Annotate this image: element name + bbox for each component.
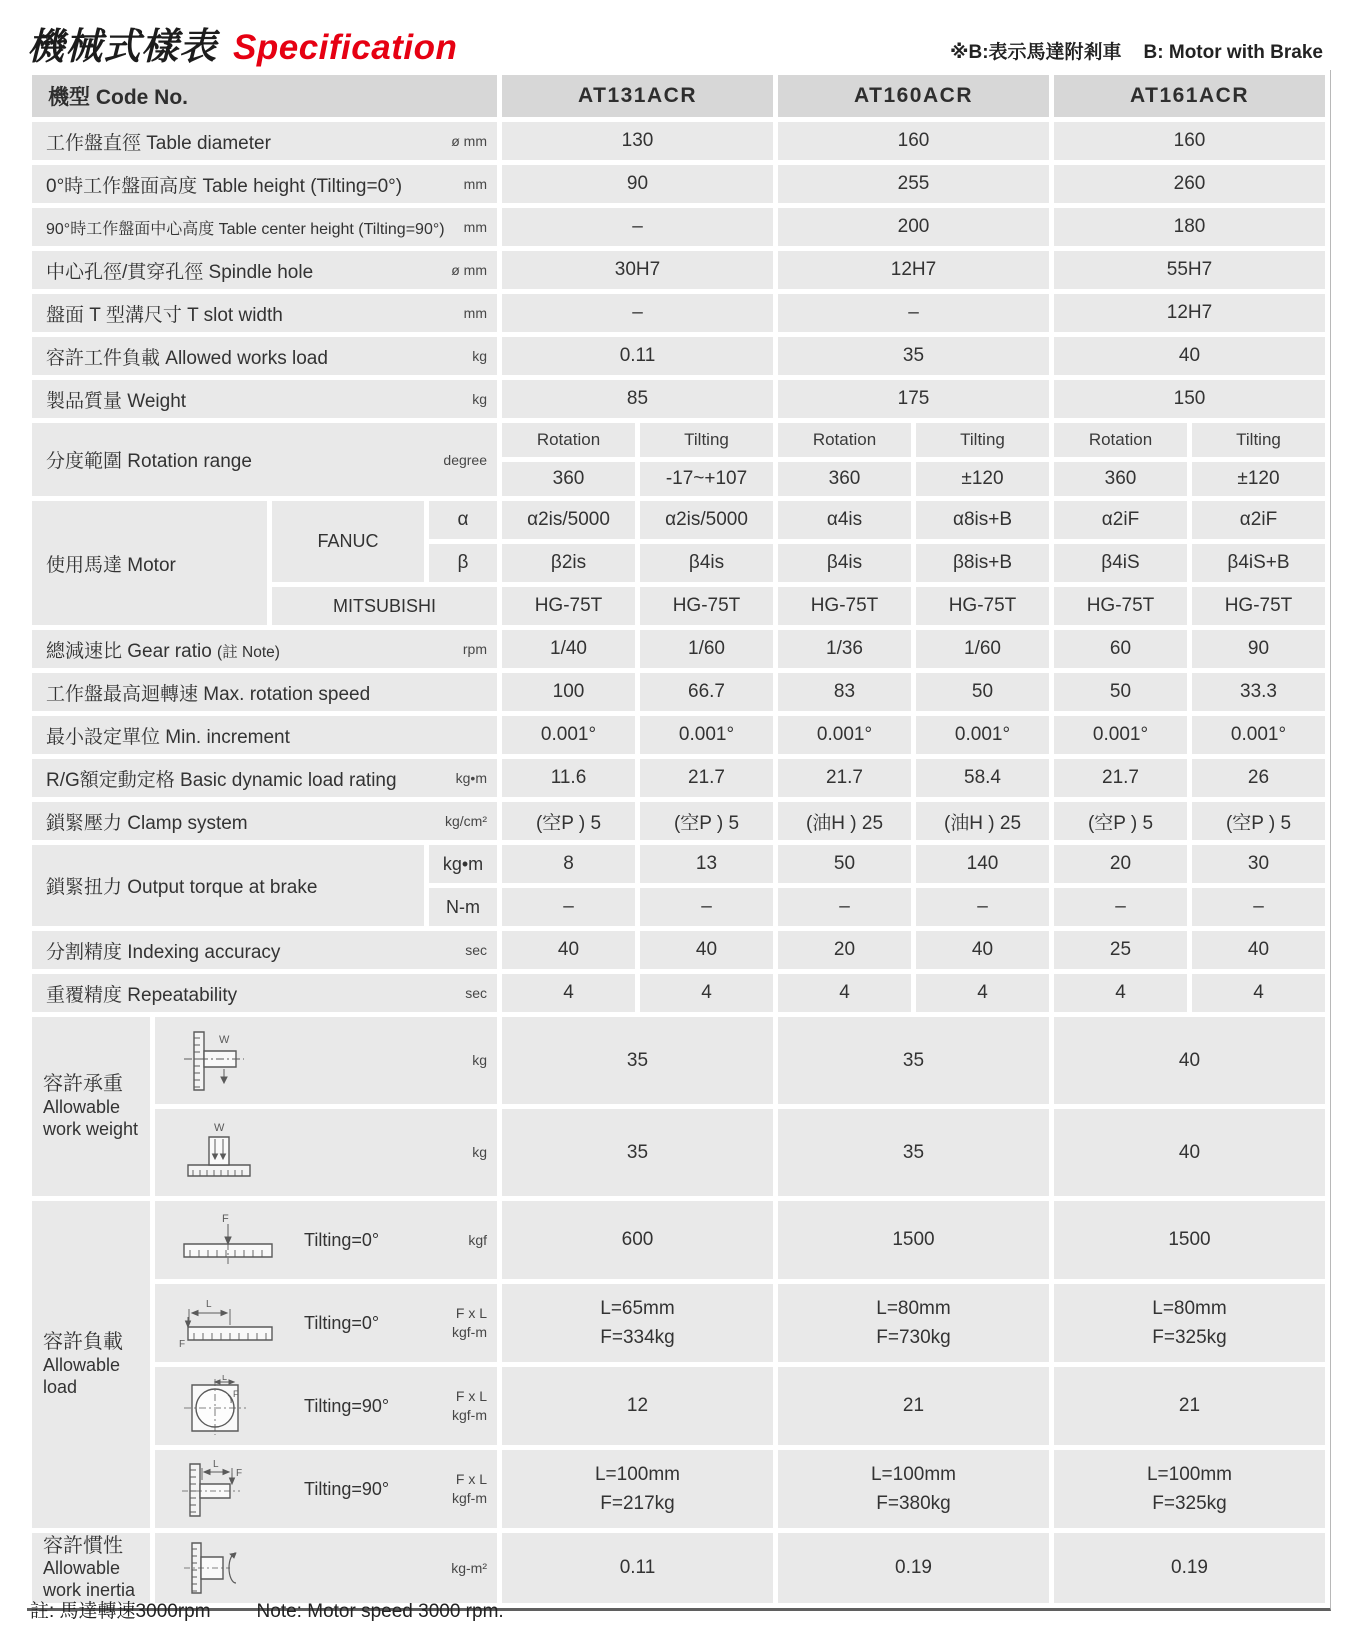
unit-label: N-m <box>429 888 497 926</box>
value-cell: 66.7 <box>640 673 773 711</box>
unit-label: degree <box>443 451 487 468</box>
value-cell: 360 <box>778 462 911 496</box>
svg-text:F: F <box>233 1389 239 1399</box>
value-cell: 160 <box>778 122 1049 160</box>
value-cell: 600 <box>502 1201 773 1279</box>
value-cell: 1500 <box>778 1201 1049 1279</box>
value-cell: β2is <box>502 544 635 582</box>
value-cell: HG-75T <box>778 587 911 625</box>
unit-label: kg-m² <box>451 1559 487 1576</box>
value-cell: – <box>1192 888 1325 926</box>
value-cell: HG-75T <box>916 587 1049 625</box>
value-cell: 55H7 <box>1054 251 1325 289</box>
value-cell: 60 <box>1054 630 1187 668</box>
table-row-t-slot <box>32 294 1325 332</box>
unit-label: ø mm <box>451 262 487 278</box>
unit-label: mm <box>463 305 487 321</box>
icon-cell-load-force-length-vertical <box>155 1450 497 1528</box>
motor-brand-fanuc: FANUC <box>272 501 424 582</box>
row-label-spindle-hole: 中心孔徑/貫穿孔徑 Spindle hole ø mm <box>32 251 497 289</box>
unit-label: sec <box>465 985 487 1001</box>
value-cell: L=80mm F=730kg <box>778 1284 1049 1362</box>
value-cell: L=100mm F=217kg <box>502 1450 773 1528</box>
table-row-min-increment <box>32 716 1325 754</box>
table-row-load-rating <box>32 759 1325 797</box>
table-row-spindle-hole <box>32 251 1325 289</box>
table-row-repeatability <box>32 974 1325 1012</box>
value-cell: 360 <box>1054 462 1187 496</box>
unit-label: sec <box>465 942 487 958</box>
value-cell: 260 <box>1054 165 1325 203</box>
svg-text:F: F <box>179 1339 186 1350</box>
brake-note-zh: ※B:表示馬達附剎車 <box>950 42 1122 63</box>
value-cell: 160 <box>1054 122 1325 160</box>
value-cell: 35 <box>502 1109 773 1196</box>
table-row-load-3 <box>32 1367 1325 1445</box>
table-row-torque-kgm <box>32 845 1325 883</box>
unit-label: mm <box>463 176 487 192</box>
table-row-rotation-subhead <box>32 423 1325 457</box>
value-cell: -17~+107 <box>640 462 773 496</box>
motor-series-beta: β <box>429 544 497 582</box>
table-row-max-speed <box>32 673 1325 711</box>
value-cell: α2iF <box>1192 501 1325 539</box>
value-cell: 1/36 <box>778 630 911 668</box>
value-cell: β4is <box>778 544 911 582</box>
table-row-weight <box>32 380 1325 418</box>
page-title <box>27 16 457 70</box>
subhead-tilting: Tilting <box>916 423 1049 457</box>
unit-label: F x L <box>455 1305 487 1322</box>
row-label-t-slot: 盤面 T 型溝尺寸 T slot width mm <box>32 294 497 332</box>
value-cell: – <box>502 294 773 332</box>
unit-label: rpm <box>462 641 487 657</box>
row-label-diameter: 工作盤直徑 Table diameter ø mm <box>32 122 497 160</box>
value-cell: 4 <box>778 974 911 1012</box>
icon-cell-load-force-length <box>155 1284 497 1362</box>
table-header-row <box>32 75 1325 117</box>
table-row-works-load <box>32 337 1325 375</box>
table-row-inertia <box>32 1533 1325 1603</box>
table-workpiece-top-icon <box>178 1119 260 1187</box>
row-label-table-height: 0°時工作盤面高度 Table height (Tilting=0°) mm <box>32 165 497 203</box>
table-row-table-height <box>32 165 1325 203</box>
row-label-torque: 鎖緊扭力 Output torque at brake <box>32 845 424 926</box>
svg-text:W: W <box>219 1033 230 1046</box>
value-cell: – <box>502 208 773 246</box>
value-cell: HG-75T <box>1192 587 1325 625</box>
value-cell: 33.3 <box>1192 673 1325 711</box>
value-cell: 21 <box>1054 1367 1325 1445</box>
value-cell: 40 <box>916 931 1049 969</box>
table-row-load-1 <box>32 1201 1325 1279</box>
svg-text:W: W <box>214 1121 225 1134</box>
value-cell: HG-75T <box>640 587 773 625</box>
value-cell: (空P ) 5 <box>502 802 635 840</box>
unit-label: kg <box>472 391 487 407</box>
row-label-center-height: 90°時工作盤面中心高度 Table center height (Tilting=90°) mm <box>32 208 497 246</box>
model-header-at161acr: AT161ACR <box>1054 75 1325 117</box>
table-front-circle-icon <box>178 1375 278 1437</box>
value-cell: 30 <box>1192 845 1325 883</box>
value-cell: 35 <box>778 1017 1049 1104</box>
unit-label: kg•m <box>429 845 497 883</box>
unit-label: kg <box>472 348 487 364</box>
value-cell: 0.001° <box>1054 716 1187 754</box>
spec-table <box>27 70 1330 1608</box>
value-cell: 200 <box>778 208 1049 246</box>
value-cell: 30H7 <box>502 251 773 289</box>
value-cell: 21.7 <box>640 759 773 797</box>
unit-label: F x L <box>455 1388 487 1405</box>
table-row-work-weight-2 <box>32 1109 1325 1196</box>
value-cell: 12H7 <box>778 251 1049 289</box>
value-cell: 35 <box>778 1109 1049 1196</box>
svg-text:L: L <box>206 1299 212 1310</box>
table-row-clamp <box>32 802 1325 840</box>
table-row-diameter <box>32 122 1325 160</box>
table-row-gear-ratio <box>32 630 1325 668</box>
value-cell: 40 <box>1054 1017 1325 1104</box>
subhead-tilting: Tilting <box>640 423 773 457</box>
tilting-label: Tilting=0° <box>304 1229 380 1250</box>
row-label-rotation-range: 分度範圍 Rotation range degree <box>32 423 497 496</box>
table-row-motor-alpha <box>32 501 1325 539</box>
subhead-rotation: Rotation <box>778 423 911 457</box>
table-force-center-icon <box>178 1212 278 1268</box>
unit-label: kgf-m <box>452 1407 487 1423</box>
value-cell: 35 <box>778 337 1049 375</box>
row-label-load-rating: R/G額定動定格 Basic dynamic load rating kg•m <box>32 759 497 797</box>
gear-ratio-note: (註 Note) <box>217 643 280 661</box>
row-label-works-load: 容許工件負載 Allowed works load kg <box>32 337 497 375</box>
spec-table-wrapper <box>27 70 1331 1611</box>
subhead-rotation: Rotation <box>502 423 635 457</box>
unit-label: kg <box>472 1052 487 1069</box>
value-cell: 35 <box>502 1017 773 1104</box>
value-cell: β4iS+B <box>1192 544 1325 582</box>
value-cell: 12H7 <box>1054 294 1325 332</box>
value-cell: 21 <box>778 1367 1049 1445</box>
value-cell: 90 <box>1192 630 1325 668</box>
value-cell: 85 <box>502 380 773 418</box>
value-cell: α8is+B <box>916 501 1049 539</box>
icon-cell-work-weight-top <box>155 1109 497 1196</box>
value-cell: 4 <box>1054 974 1187 1012</box>
row-label-clamp: 鎖緊壓力 Clamp system kg/cm² <box>32 802 497 840</box>
unit-label: kgf-m <box>452 1324 487 1340</box>
page-title-zh: 機械式樣表 <box>27 26 217 67</box>
value-cell: L=100mm F=325kg <box>1054 1450 1325 1528</box>
subhead-tilting: Tilting <box>1192 423 1325 457</box>
row-label-weight: 製品質量 Weight kg <box>32 380 497 418</box>
value-cell: – <box>916 888 1049 926</box>
section-label-allowable-load: 容許負載 Allowable load <box>32 1201 150 1528</box>
value-cell: 180 <box>1054 208 1325 246</box>
value-cell: 150 <box>1054 380 1325 418</box>
footer-note-en: Note: Motor speed 3000 rpm. <box>256 1601 504 1622</box>
value-cell: 0.001° <box>640 716 773 754</box>
value-cell: 0.001° <box>778 716 911 754</box>
page-title-en: Specification <box>233 28 458 67</box>
value-cell: 40 <box>640 931 773 969</box>
motor-series-alpha: α <box>429 501 497 539</box>
value-cell: 13 <box>640 845 773 883</box>
title-bar <box>27 16 1323 70</box>
svg-text:L: L <box>213 1459 219 1470</box>
unit-label: mm <box>463 219 487 235</box>
value-cell: 1/40 <box>502 630 635 668</box>
value-cell: α2is/5000 <box>640 501 773 539</box>
row-label-repeatability: 重覆精度 Repeatability sec <box>32 974 497 1012</box>
value-cell: 11.6 <box>502 759 635 797</box>
value-cell: (空P ) 5 <box>1192 802 1325 840</box>
value-cell: 20 <box>1054 845 1187 883</box>
table-row-load-2 <box>32 1284 1325 1362</box>
row-label-min-increment: 最小設定單位 Min. increment <box>32 716 497 754</box>
value-cell: β4iS <box>1054 544 1187 582</box>
value-cell: 20 <box>778 931 911 969</box>
value-cell: – <box>778 294 1049 332</box>
value-cell: 1/60 <box>916 630 1049 668</box>
icon-cell-load-front <box>155 1367 497 1445</box>
value-cell: 0.001° <box>916 716 1049 754</box>
value-cell: 360 <box>502 462 635 496</box>
value-cell: 40 <box>502 931 635 969</box>
value-cell: 255 <box>778 165 1049 203</box>
icon-cell-work-weight-side <box>155 1017 497 1104</box>
svg-text:F: F <box>222 1213 229 1225</box>
brake-note-en: B: Motor with Brake <box>1143 42 1323 63</box>
value-cell: 1500 <box>1054 1201 1325 1279</box>
model-header-at160acr: AT160ACR <box>778 75 1049 117</box>
row-label-motor: 使用馬達 Motor <box>32 501 267 625</box>
value-cell: β4is <box>640 544 773 582</box>
unit-label: kg/cm² <box>445 813 487 829</box>
unit-label: F x L <box>455 1471 487 1488</box>
table-row-work-weight-1 <box>32 1017 1325 1104</box>
value-cell: 0.11 <box>502 1533 773 1603</box>
value-cell: 0.001° <box>1192 716 1325 754</box>
svg-text:F: F <box>236 1468 243 1479</box>
tilting-label: Tilting=90° <box>304 1395 390 1416</box>
value-cell: 4 <box>502 974 635 1012</box>
tilting-label: Tilting=0° <box>304 1312 380 1333</box>
value-cell: 0.19 <box>1054 1533 1325 1603</box>
value-cell: – <box>502 888 635 926</box>
value-cell: 8 <box>502 845 635 883</box>
value-cell: 0.11 <box>502 337 773 375</box>
table-row-indexing <box>32 931 1325 969</box>
brake-note <box>950 37 1323 70</box>
value-cell: 58.4 <box>916 759 1049 797</box>
value-cell: 90 <box>502 165 773 203</box>
subhead-rotation: Rotation <box>1054 423 1187 457</box>
unit-label: kgf <box>468 1231 487 1248</box>
value-cell: 40 <box>1054 1109 1325 1196</box>
value-cell: 40 <box>1054 337 1325 375</box>
footer-note <box>30 1596 504 1623</box>
icon-cell-inertia <box>155 1533 497 1603</box>
unit-label: ø mm <box>451 133 487 149</box>
unit-label: kg•m <box>455 770 487 786</box>
section-label-inertia: 容許慣性 Allowable work inertia <box>32 1533 150 1603</box>
table-row-center-height <box>32 208 1325 246</box>
faceplate-workpiece-side-icon <box>178 1027 260 1095</box>
section-label-work-weight: 容許承重 Allowable work weight <box>32 1017 150 1196</box>
unit-label: kgf-m <box>452 1490 487 1506</box>
value-cell: 1/60 <box>640 630 773 668</box>
value-cell: – <box>778 888 911 926</box>
motor-brand-mitsubishi: MITSUBISHI <box>272 587 497 625</box>
value-cell: HG-75T <box>1054 587 1187 625</box>
value-cell: (空P ) 5 <box>1054 802 1187 840</box>
value-cell: 50 <box>916 673 1049 711</box>
table-row-load-4 <box>32 1450 1325 1528</box>
value-cell: α2iF <box>1054 501 1187 539</box>
value-cell: 100 <box>502 673 635 711</box>
value-cell: 175 <box>778 380 1049 418</box>
tilting-label: Tilting=90° <box>304 1478 390 1499</box>
value-cell: 4 <box>1192 974 1325 1012</box>
value-cell: – <box>1054 888 1187 926</box>
unit-label: kg <box>472 1144 487 1161</box>
value-cell: 26 <box>1192 759 1325 797</box>
value-cell: (油H ) 25 <box>916 802 1049 840</box>
row-label-max-speed: 工作盤最高迴轉速 Max. rotation speed <box>32 673 497 711</box>
faceplate-rotation-icon <box>178 1539 260 1597</box>
footer-note-zh: 註: 馬達轉速3000rpm <box>30 1601 211 1622</box>
value-cell: 4 <box>640 974 773 1012</box>
value-cell: ±120 <box>1192 462 1325 496</box>
icon-cell-load-force-center <box>155 1201 497 1279</box>
value-cell: 140 <box>916 845 1049 883</box>
value-cell: 50 <box>778 845 911 883</box>
value-cell: L=100mm F=380kg <box>778 1450 1049 1528</box>
code-no-header: 機型 Code No. <box>32 75 497 117</box>
value-cell: 21.7 <box>1054 759 1187 797</box>
value-cell: 40 <box>1192 931 1325 969</box>
value-cell: 0.001° <box>502 716 635 754</box>
value-cell: α4is <box>778 501 911 539</box>
value-cell: 25 <box>1054 931 1187 969</box>
value-cell: 130 <box>502 122 773 160</box>
row-label-indexing: 分割精度 Indexing accuracy sec <box>32 931 497 969</box>
svg-text:L: L <box>222 1375 228 1382</box>
table-force-length-icon <box>178 1295 278 1351</box>
value-cell: 0.19 <box>778 1533 1049 1603</box>
faceplate-force-length-icon <box>178 1458 278 1520</box>
value-cell: L=65mm F=334kg <box>502 1284 773 1362</box>
value-cell: 12 <box>502 1367 773 1445</box>
value-cell: ±120 <box>916 462 1049 496</box>
value-cell: (空P ) 5 <box>640 802 773 840</box>
value-cell: 21.7 <box>778 759 911 797</box>
value-cell: 50 <box>1054 673 1187 711</box>
value-cell: – <box>640 888 773 926</box>
value-cell: L=80mm F=325kg <box>1054 1284 1325 1362</box>
value-cell: (油H ) 25 <box>778 802 911 840</box>
value-cell: 4 <box>916 974 1049 1012</box>
value-cell: β8is+B <box>916 544 1049 582</box>
value-cell: 83 <box>778 673 911 711</box>
model-header-at131acr: AT131ACR <box>502 75 773 117</box>
value-cell: HG-75T <box>502 587 635 625</box>
row-label-gear-ratio: 總減速比 Gear ratio (註 Note) rpm <box>32 630 497 668</box>
value-cell: α2is/5000 <box>502 501 635 539</box>
